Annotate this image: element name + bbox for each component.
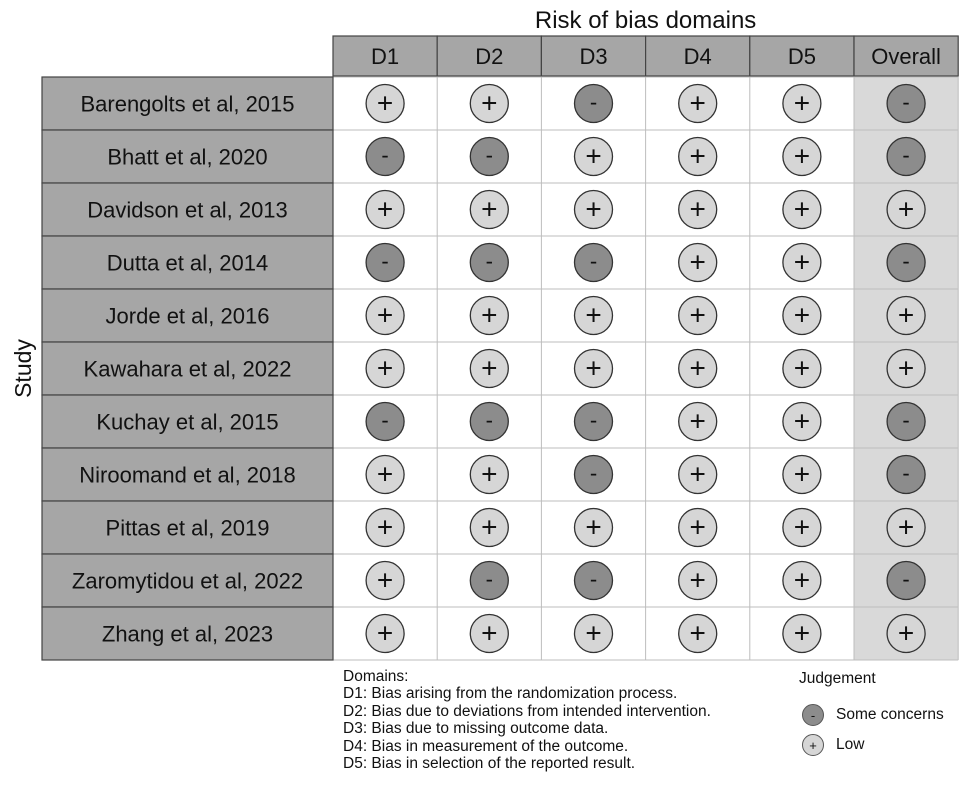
judgement-symbol: + — [793, 193, 811, 225]
judgement-symbol: + — [376, 564, 394, 596]
judgement-symbol: + — [793, 405, 811, 437]
judgement-symbol: + — [585, 352, 602, 384]
study-label: Niroomand et al, 2018 — [79, 462, 296, 488]
y-axis-label: Study — [10, 339, 36, 398]
domain-d4-description: D4: Bias in measurement of the outcome. — [343, 737, 629, 755]
judgement-symbol: + — [376, 458, 394, 490]
judgement-symbol: - — [485, 566, 493, 592]
domain-d3-description: D3: Bias due to missing outcome data. — [343, 720, 609, 738]
domain-d1-description: D1: Bias arising from the randomization process. — [343, 685, 678, 703]
study-label: Bhatt et al, 2020 — [107, 144, 268, 170]
chart-title: Risk of bias domains — [534, 7, 757, 34]
judgement-symbol: + — [793, 617, 811, 649]
judgement-symbol: + — [689, 352, 706, 384]
judgement-symbol: + — [897, 511, 915, 543]
judgement-symbol: - — [902, 142, 910, 168]
column-header-label-overall: Overall — [871, 44, 941, 69]
judgement-symbol: + — [376, 299, 394, 331]
judgement-symbol: - — [902, 89, 910, 115]
judgement-symbol: + — [689, 458, 706, 490]
column-header-label-d2: D2 — [475, 44, 504, 69]
judgement-symbol: + — [689, 193, 706, 225]
judgement-symbol: - — [589, 407, 598, 433]
column-header-label-d3: D3 — [579, 44, 608, 69]
judgement-symbol: + — [481, 617, 498, 649]
study-label: Pittas et al, 2019 — [105, 515, 270, 541]
some-concerns-icon: - — [802, 704, 824, 726]
judgement-symbol: + — [689, 87, 706, 119]
domains-title: Domains: — [343, 668, 409, 685]
judgement-symbol: - — [589, 460, 598, 486]
judgement-symbol: + — [689, 246, 706, 278]
domain-d5-description: D5: Bias in selection of the reported result. — [343, 755, 636, 773]
judgement-symbol: + — [793, 564, 811, 596]
judgement-symbol: - — [589, 89, 598, 115]
low-icon: + — [802, 734, 824, 756]
judgement-symbol: - — [381, 142, 389, 168]
judgement-symbol: + — [689, 405, 706, 437]
judgement-symbol: + — [793, 352, 811, 384]
judgement-symbol: - — [381, 248, 389, 274]
judgement-title: Judgement — [799, 670, 876, 687]
judgement-symbol: + — [481, 87, 498, 119]
judgement-symbol: + — [793, 246, 811, 278]
judgement-symbol: + — [689, 140, 706, 172]
study-label: Dutta et al, 2014 — [106, 250, 269, 276]
judgement-legend — [797, 670, 967, 760]
judgement-symbol: + — [481, 458, 498, 490]
judgement-symbol: - — [485, 407, 493, 433]
study-label: Davidson et al, 2013 — [87, 197, 288, 223]
judgement-symbol: + — [585, 617, 602, 649]
judgement-symbol: - — [485, 142, 493, 168]
judgement-symbol: + — [585, 140, 602, 172]
judgement-symbol: + — [481, 299, 498, 331]
judgement-symbol: + — [689, 299, 706, 331]
judgement-symbol: + — [897, 352, 915, 384]
judgement-symbol: + — [585, 511, 602, 543]
judgement-item-some-concerns — [797, 700, 967, 730]
judgement-symbol: - — [589, 566, 598, 592]
judgement-symbol: - — [902, 460, 910, 486]
judgement-symbol: + — [897, 617, 915, 649]
study-label: Kawahara et al, 2022 — [83, 356, 292, 382]
judgement-symbol: - — [902, 407, 910, 433]
judgement-symbol: + — [376, 193, 394, 225]
judgement-symbol: + — [793, 458, 811, 490]
judgement-symbol: + — [793, 511, 811, 543]
domains-legend — [343, 668, 793, 772]
study-label: Zaromytidou et al, 2022 — [71, 568, 304, 594]
judgement-symbol: + — [481, 352, 498, 384]
judgement-symbol: + — [481, 193, 498, 225]
judgement-symbol: - — [485, 248, 493, 274]
judgement-symbol: + — [689, 617, 706, 649]
study-label: Zhang et al, 2023 — [101, 621, 274, 647]
judgement-symbol: + — [376, 511, 394, 543]
study-label: Jorde et al, 2016 — [105, 303, 270, 329]
column-header-label-d1: D1 — [371, 44, 400, 69]
judgement-symbol: + — [793, 87, 811, 119]
judgement-symbol: + — [793, 299, 811, 331]
judgement-symbol: - — [381, 407, 389, 433]
judgement-symbol: + — [897, 193, 915, 225]
judgement-symbol: + — [689, 564, 706, 596]
judgement-symbol: + — [689, 511, 706, 543]
study-label: Barengolts et al, 2015 — [80, 91, 295, 117]
judgement-symbol: - — [902, 248, 910, 274]
judgement-symbol: + — [376, 87, 394, 119]
judgement-label-low: Low — [836, 736, 865, 753]
judgement-item-low — [797, 730, 967, 760]
judgement-symbol: + — [585, 193, 602, 225]
judgement-symbol: + — [793, 140, 811, 172]
judgement-symbol: - — [589, 248, 598, 274]
judgement-symbol: + — [376, 352, 394, 384]
domain-d2-description: D2: Bias due to deviations from intended intervention. — [343, 702, 711, 720]
judgement-symbol: - — [902, 566, 910, 592]
column-header-label-d4: D4 — [683, 44, 712, 69]
column-header-label-d5: D5 — [787, 44, 816, 69]
judgement-label-some-concerns: Some concerns — [836, 706, 944, 723]
judgement-symbol: + — [585, 299, 602, 331]
judgement-symbol: + — [376, 617, 394, 649]
judgement-symbol: + — [481, 511, 498, 543]
study-label: Kuchay et al, 2015 — [96, 409, 279, 435]
judgement-symbol: + — [897, 299, 915, 331]
